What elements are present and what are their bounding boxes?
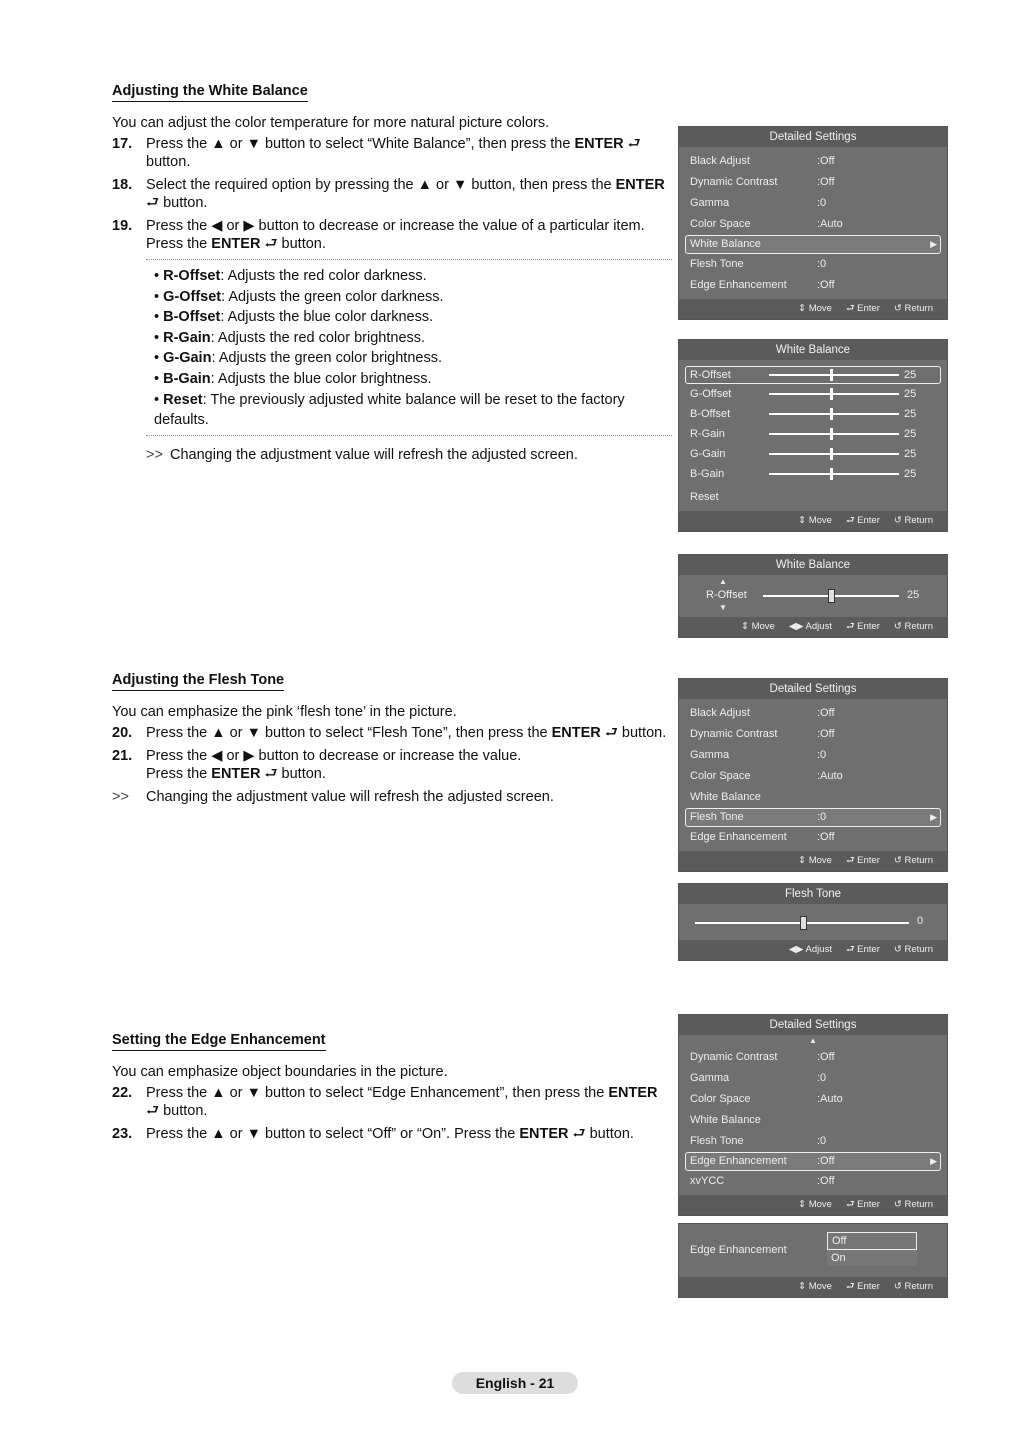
menu-item-label: Color Space bbox=[690, 218, 751, 230]
enter-label: ENTER bbox=[551, 725, 601, 741]
osd-detailed-settings-ft bbox=[678, 678, 948, 872]
osd-detailed-settings-ee bbox=[678, 1014, 948, 1216]
osd-nav-bar bbox=[679, 511, 947, 531]
osd-nav-bar bbox=[679, 851, 947, 871]
adjust-hint: ◀▶ Adjust bbox=[788, 944, 832, 955]
osd-title: Detailed Settings bbox=[679, 679, 947, 699]
return-hint: ↺ Return bbox=[893, 303, 933, 314]
wb-heading: Adjusting the White Balance bbox=[112, 83, 308, 102]
slider-knob[interactable] bbox=[830, 428, 833, 440]
osd-white-balance bbox=[678, 339, 948, 532]
bullet-item: • B-Gain: Adjusts the blue color brightness. bbox=[154, 370, 432, 387]
step-text: Press the bbox=[146, 766, 212, 782]
osd-title: White Balance bbox=[679, 555, 947, 575]
step-number: 21. bbox=[112, 748, 133, 764]
bullet-desc: : Adjusts the red color darkness. bbox=[220, 268, 427, 284]
return-hint: ↺ Return bbox=[893, 944, 933, 955]
step-tail: ⮐ button. bbox=[146, 136, 641, 170]
enter-label: ENTER bbox=[574, 136, 624, 152]
menu-item-value: :0 bbox=[817, 749, 827, 761]
menu-item[interactable] bbox=[685, 235, 941, 254]
step-number: 20. bbox=[112, 725, 133, 741]
menu-item-label: Edge Enhancement bbox=[690, 1155, 787, 1167]
wb-slider-row[interactable] bbox=[679, 384, 947, 404]
menu-item-label: Dynamic Contrast bbox=[690, 728, 778, 740]
bullet-item: • G-Gain: Adjusts the green color brightness. bbox=[154, 350, 442, 367]
wb-row-value: 25 bbox=[904, 428, 917, 440]
bullet-term: R-Offset bbox=[163, 268, 221, 284]
menu-item-label: Edge Enhancement bbox=[690, 831, 787, 843]
page-number: English - 21 bbox=[452, 1372, 578, 1394]
menu-item[interactable] bbox=[679, 1068, 947, 1089]
wb-slider-row[interactable] bbox=[679, 464, 947, 484]
step-item bbox=[112, 135, 672, 171]
step-tail: ⮐ button. bbox=[600, 725, 667, 741]
menu-item[interactable] bbox=[679, 724, 947, 745]
osd-title: Detailed Settings bbox=[679, 127, 947, 147]
enter-hint: ⮐ Enter bbox=[845, 621, 880, 632]
step-tail: ⮐ button. bbox=[568, 1126, 634, 1142]
step-text: Select the required option by pressing the ▲ or ▼ button, then press the bbox=[146, 177, 616, 193]
enter-hint: ⮐ Enter bbox=[845, 944, 880, 955]
bullet-desc: : Adjusts the red color brightness. bbox=[210, 329, 426, 346]
wb-slider-track[interactable] bbox=[769, 433, 899, 435]
adjust-hint: ◀▶ Adjust bbox=[788, 621, 832, 632]
ft-heading: Adjusting the Flesh Tone bbox=[112, 672, 284, 691]
bullet-desc: : Adjusts the green color darkness. bbox=[221, 288, 444, 305]
wb-row-value: 25 bbox=[904, 388, 917, 400]
menu-item-label: Dynamic Contrast bbox=[690, 176, 778, 188]
menu-item[interactable] bbox=[679, 275, 947, 296]
wb-slider-row[interactable] bbox=[679, 424, 947, 444]
bullet-term: G-Gain bbox=[163, 350, 212, 367]
step-tail: ⮐ button. bbox=[146, 1103, 208, 1119]
menu-item[interactable] bbox=[685, 808, 941, 827]
move-hint: ⇕ Move bbox=[798, 1199, 832, 1210]
step-tail: ⮐ button. bbox=[146, 195, 208, 211]
ee-heading: Setting the Edge Enhancement bbox=[112, 1032, 326, 1051]
wb-row-label: R-Offset bbox=[690, 369, 731, 381]
step-number: 19. bbox=[112, 218, 133, 234]
option-off[interactable]: Off bbox=[827, 1232, 917, 1250]
osd-detailed-settings-wb bbox=[678, 126, 948, 320]
osd-nav-bar bbox=[679, 1277, 947, 1297]
wb-slider-track[interactable] bbox=[769, 374, 899, 376]
step-item bbox=[112, 176, 672, 212]
ft-note: Changing the adjustment value will refresh the adjusted screen. bbox=[146, 789, 554, 805]
menu-item-label: Gamma bbox=[690, 197, 730, 209]
bullet-term: Reset bbox=[163, 391, 203, 408]
menu-item-value: :Off bbox=[817, 279, 835, 291]
step-text: Press the ▲ or ▼ button to select “White Balance”, then press the bbox=[146, 136, 575, 152]
step-tail: ⮐ button. bbox=[260, 766, 326, 782]
enter-hint: ⮐ Enter bbox=[845, 303, 880, 314]
flesh-tone-value: 0 bbox=[917, 915, 924, 927]
menu-item[interactable] bbox=[679, 827, 947, 848]
bullet-item: • Reset: The previously adjusted white balance will be reset to the factory defaults. bbox=[154, 391, 625, 429]
osd-title: Detailed Settings bbox=[679, 1015, 947, 1035]
menu-item[interactable] bbox=[679, 214, 947, 235]
osd-edge-enhancement bbox=[678, 1223, 948, 1298]
ft-intro: You can emphasize the pink ‘flesh tone’ in the picture. bbox=[112, 704, 457, 720]
menu-item[interactable] bbox=[679, 787, 947, 808]
step-text: Press the ▲ or ▼ button to select “Flesh Tone”, then press the bbox=[146, 725, 552, 741]
slider-knob[interactable] bbox=[830, 408, 833, 420]
bullet-item: • G-Offset: Adjusts the green color darkness. bbox=[154, 288, 444, 305]
enter-label: ENTER bbox=[608, 1085, 658, 1101]
osd-nav-bar bbox=[679, 617, 947, 637]
osd-nav-bar bbox=[679, 1195, 947, 1215]
slider-knob[interactable] bbox=[830, 369, 833, 381]
option-on[interactable]: On bbox=[831, 1252, 846, 1264]
wb-row-value: 25 bbox=[904, 468, 917, 480]
menu-item-value: :0 bbox=[817, 811, 827, 823]
bullet-term: G-Offset bbox=[163, 288, 222, 305]
r-offset-value: 25 bbox=[907, 589, 920, 601]
bullet-term: R-Gain bbox=[163, 329, 211, 346]
wb-row-label: B-Gain bbox=[690, 468, 725, 480]
menu-item[interactable] bbox=[679, 193, 947, 214]
return-hint: ↺ Return bbox=[893, 855, 933, 866]
menu-item-value: :Off bbox=[817, 831, 835, 843]
enter-label: ENTER bbox=[615, 177, 665, 193]
menu-item-value: :Off bbox=[817, 1175, 835, 1187]
menu-item-label: Flesh Tone bbox=[690, 811, 744, 823]
menu-item-label: Color Space bbox=[690, 770, 751, 782]
flesh-tone-section: Adjusting the Flesh Tone You can emphasize the pink ‘flesh tone’ in the picture. 20. Press the ▲ or ▼ button to select “Flesh Tone”, then press the ENTER ⮐ button. 21. Press the ◀ or ▶ button to decrease or increase the value. Press the ENTER ⮐ button. >> Changing the adjustment value will refresh the adjusted screen. bbox=[112, 671, 672, 806]
menu-item-label: Black Adjust bbox=[690, 707, 750, 719]
bullet-term: B-Offset bbox=[163, 309, 221, 326]
osd-flesh-tone bbox=[678, 883, 948, 961]
slider-knob[interactable] bbox=[830, 468, 833, 480]
wb-row-label: G-Offset bbox=[690, 388, 732, 400]
osd-title: White Balance bbox=[679, 340, 947, 360]
step-text: Press the ◀ or ▶ button to decrease or increase the value of a particular item. Press the bbox=[146, 218, 645, 252]
move-hint: ⇕ Move bbox=[798, 303, 832, 314]
menu-item-value: :Off bbox=[817, 728, 835, 740]
wb-slider-track[interactable] bbox=[769, 393, 899, 395]
menu-item[interactable] bbox=[679, 1110, 947, 1131]
menu-item-value: :Auto bbox=[817, 1093, 843, 1105]
flesh-tone-slider[interactable] bbox=[695, 922, 909, 924]
return-hint: ↺ Return bbox=[893, 1281, 933, 1292]
enter-label: ENTER bbox=[211, 236, 261, 252]
menu-item[interactable] bbox=[685, 1152, 941, 1171]
r-offset-slider[interactable] bbox=[763, 595, 899, 597]
bullet-item: • B-Offset: Adjusts the blue color darkness. bbox=[154, 309, 434, 326]
ee-label: Edge Enhancement bbox=[690, 1244, 787, 1256]
menu-item-label: Color Space bbox=[690, 1093, 751, 1105]
reset-item[interactable]: Reset bbox=[690, 491, 719, 503]
menu-item-value: :Auto bbox=[817, 218, 843, 230]
slider-knob[interactable] bbox=[830, 448, 833, 460]
menu-item-value: :Off bbox=[817, 1155, 835, 1167]
wb-note: Changing the adjustment value will refresh the adjusted screen. bbox=[170, 446, 578, 463]
menu-item-value: :0 bbox=[817, 1072, 827, 1084]
bullet-desc: : The previously adjusted white balance will be reset to the factory defaults. bbox=[154, 391, 625, 429]
down-arrow-icon: ▼ bbox=[719, 603, 727, 612]
menu-item-label: Flesh Tone bbox=[690, 1135, 744, 1147]
menu-item-label: xvYCC bbox=[690, 1175, 725, 1187]
wb-row-value: 25 bbox=[904, 369, 917, 381]
up-arrow-icon: ▲ bbox=[719, 577, 727, 586]
wb-slider-row[interactable] bbox=[679, 444, 947, 464]
step-tail: ⮐ button. bbox=[260, 236, 326, 252]
enter-hint: ⮐ Enter bbox=[845, 1281, 880, 1292]
menu-item-label: White Balance bbox=[690, 791, 761, 803]
menu-item[interactable] bbox=[679, 745, 947, 766]
menu-item-value: :Off bbox=[817, 707, 835, 719]
menu-item-value: :0 bbox=[817, 197, 827, 209]
move-hint: ⇕ Move bbox=[798, 515, 832, 526]
bullet-item: • R-Gain: Adjusts the red color brightness. bbox=[154, 329, 426, 346]
return-hint: ↺ Return bbox=[893, 515, 933, 526]
menu-item-value: :Off bbox=[817, 176, 835, 188]
wb-intro: You can adjust the color temperature for more natural picture colors. bbox=[112, 115, 550, 131]
menu-item[interactable] bbox=[679, 254, 947, 275]
menu-item[interactable] bbox=[679, 172, 947, 193]
step-number: 18. bbox=[112, 177, 133, 193]
menu-item-label: Gamma bbox=[690, 749, 730, 761]
menu-item-label: Edge Enhancement bbox=[690, 279, 787, 291]
enter-label: ENTER bbox=[519, 1126, 569, 1142]
menu-item[interactable] bbox=[679, 1171, 947, 1192]
wb-row-value: 25 bbox=[904, 448, 917, 460]
ee-intro: You can emphasize object boundaries in the picture. bbox=[112, 1064, 448, 1080]
menu-item[interactable] bbox=[679, 766, 947, 787]
menu-item-value: :Off bbox=[817, 1051, 835, 1063]
bullet-desc: : Adjusts the blue color darkness. bbox=[220, 309, 434, 326]
menu-item[interactable] bbox=[679, 703, 947, 724]
menu-item-label: Black Adjust bbox=[690, 155, 750, 167]
step-number: 17. bbox=[112, 136, 133, 152]
bullet-term: B-Gain bbox=[163, 370, 211, 387]
wb-row-value: 25 bbox=[904, 408, 917, 420]
move-hint: ⇕ Move bbox=[740, 621, 775, 632]
menu-item-value: :0 bbox=[817, 1135, 827, 1147]
osd-nav-bar bbox=[679, 299, 947, 319]
move-hint: ⇕ Move bbox=[798, 855, 832, 866]
enter-hint: ⮐ Enter bbox=[845, 855, 880, 866]
osd-nav-bar bbox=[679, 940, 947, 960]
osd-title: Flesh Tone bbox=[679, 884, 947, 904]
wb-bullet-list bbox=[146, 259, 672, 436]
menu-item-value: :Off bbox=[817, 155, 835, 167]
menu-item[interactable] bbox=[679, 1089, 947, 1110]
menu-item-label: White Balance bbox=[690, 1114, 761, 1126]
menu-item[interactable] bbox=[679, 151, 947, 172]
step-number: 23. bbox=[112, 1126, 133, 1142]
step-text: Press the ▲ or ▼ button to select “Edge Enhancement”, then press the bbox=[146, 1085, 609, 1101]
wb-slider-row[interactable] bbox=[679, 404, 947, 424]
menu-item-value: :Auto bbox=[817, 770, 843, 782]
menu-item-label: Dynamic Contrast bbox=[690, 1051, 778, 1063]
bullet-desc: : Adjusts the green color brightness. bbox=[211, 350, 442, 367]
menu-item[interactable] bbox=[679, 1047, 947, 1068]
wb-slider-track[interactable] bbox=[769, 473, 899, 475]
enter-hint: ⮐ Enter bbox=[845, 515, 880, 526]
scroll-up-icon: ▲ bbox=[809, 1036, 817, 1045]
menu-item-label: Gamma bbox=[690, 1072, 730, 1084]
ee-dropdown[interactable] bbox=[827, 1232, 917, 1266]
step-number: 22. bbox=[112, 1085, 133, 1101]
wb-slider-row[interactable] bbox=[685, 366, 941, 384]
return-hint: ↺ Return bbox=[893, 621, 933, 632]
step-text: Press the ▲ or ▼ button to select “Off” or “On”. Press the bbox=[146, 1126, 520, 1142]
osd-r-offset-adjust bbox=[678, 554, 948, 638]
slider-knob[interactable] bbox=[830, 388, 833, 400]
wb-row-label: R-Gain bbox=[690, 428, 725, 440]
bullet-item: • R-Offset: Adjusts the red color darkness. bbox=[154, 268, 427, 284]
return-hint: ↺ Return bbox=[893, 1199, 933, 1210]
move-hint: ⇕ Move bbox=[798, 1281, 832, 1292]
enter-hint: ⮐ Enter bbox=[845, 1199, 880, 1210]
wb-slider-track[interactable] bbox=[769, 453, 899, 455]
wb-row-label: G-Gain bbox=[690, 448, 726, 460]
bullet-desc: : Adjusts the blue color brightness. bbox=[210, 370, 432, 387]
menu-item[interactable] bbox=[679, 1131, 947, 1152]
menu-item-label: Flesh Tone bbox=[690, 258, 744, 270]
menu-item-value: :0 bbox=[817, 258, 827, 270]
r-offset-label: R-Offset bbox=[706, 589, 747, 601]
step-text: Press the ◀ or ▶ button to decrease or increase the value. bbox=[146, 748, 522, 764]
enter-label: ENTER bbox=[211, 766, 261, 782]
wb-slider-track[interactable] bbox=[769, 413, 899, 415]
step-item bbox=[112, 217, 672, 253]
wb-row-label: B-Offset bbox=[690, 408, 731, 420]
edge-enhancement-section bbox=[112, 1031, 672, 1148]
white-balance-section: Adjusting the White Balance You can adjust the color temperature for more natural picture colors. 17. Press the ▲ or ▼ button to select “White Balance”, then press the ENTER ⮐ button. 18. Select the required option by pressing the ▲ or ▼ button, then press the ENTER ⮐ button. 19. Press the ◀ or ▶ button to decrease or increase the value of a particular item. Press the ENTER ⮐ button. • R-Offset: Adjusts the red color darkness. • G-Offset: Adjusts the green color darkness. • B-Offset: Adjusts the blue color darkness. • R-Gain: Adjusts the red color brightness. • G-Gain: Adjusts the green color brightness. • B-Gain: Adjusts the blue color brightness. • Reset: The previously adjusted white balance will be reset to the factory defaults. >> Changing the adjustment value will refresh the adjusted screen. bbox=[112, 82, 672, 464]
menu-item-label: White Balance bbox=[690, 238, 761, 250]
